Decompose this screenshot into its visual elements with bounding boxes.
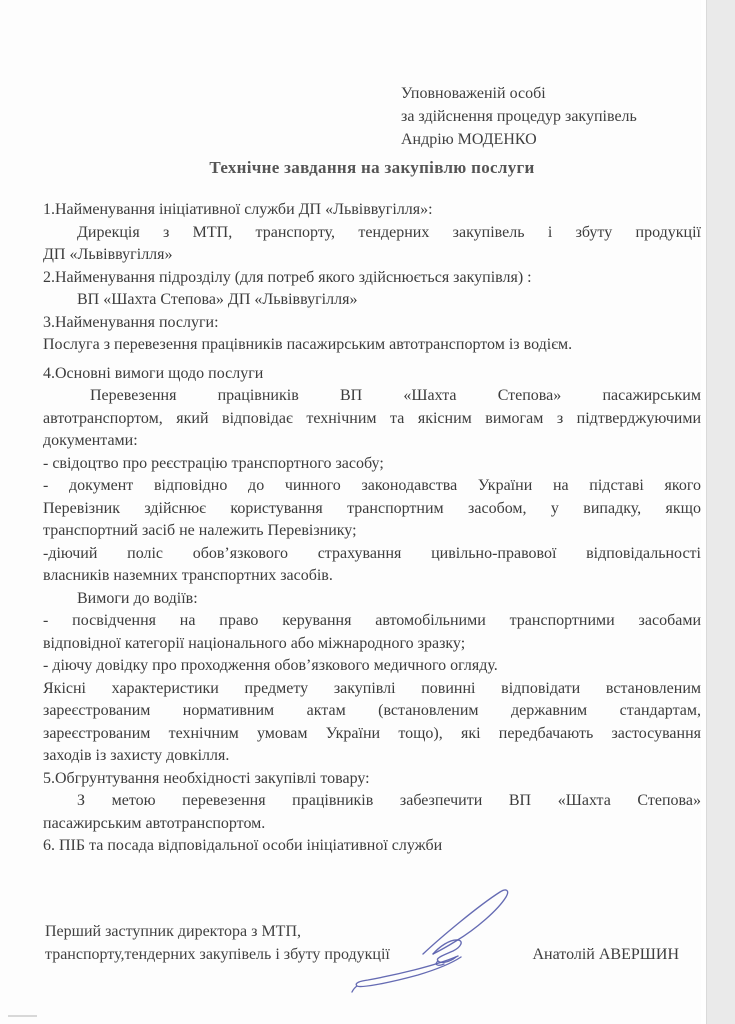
signer-name: Анатолій АВЕРШИН	[532, 945, 679, 963]
section-5-heading: 5.Обгрунтування необхідності закупівлі товару:	[43, 769, 370, 787]
section-1-heading: 1.Найменування ініціативної служби ДП «Львіввугілля»:	[43, 201, 433, 218]
section-4-heading: 4.Основні вимоги щодо послуги	[43, 364, 264, 382]
body-line: заходів із захисту довкілля.	[43, 747, 230, 764]
section-3-heading: 3.Найменування послуги:	[43, 313, 219, 331]
body-line: автотранспортом, який відповідає технічним та якісним вимогам з підтверджуючими	[43, 409, 701, 427]
section-6-heading: 6. ПІБ та посада відповідальної особи ініціативної служби	[43, 837, 443, 854]
document-title: Технічне завдання на закупівлю послуги	[209, 158, 535, 177]
signer-position-line: Перший заступник директора з МТП,	[45, 923, 301, 940]
body-line: Перевізник здійснює користування транспортним засобом, у випадку, якщо	[43, 499, 701, 517]
list-item: - документ відповідно до чинного законодавства України на підставі якого	[43, 477, 701, 494]
addressee-line: Уповноваженій особі	[401, 85, 546, 102]
body-line: ВП «Шахта Степова» ДП «Львіввугілля»	[77, 291, 358, 308]
body-line: документами:	[43, 432, 138, 449]
list-item: - свідоцтво про реєстрацію транспортного засобу;	[43, 454, 384, 472]
body-line: транспортний засіб не належить Перевізнику;	[43, 522, 357, 539]
body-line: З метою перевезення працівників забезпечити ВП «Шахта Степова»	[77, 792, 701, 809]
body-line: пасажирським автотранспортом.	[43, 814, 266, 832]
list-item: - посвідчення на право керування автомобільними транспортними засобами	[43, 612, 701, 629]
scan-artifact-line	[8, 1015, 37, 1017]
addressee-block	[401, 82, 701, 151]
body-line: зареєстрованим нормативним актам (встановленим державним стандартам,	[43, 702, 701, 719]
addressee-line: за здійснення процедур закупівель	[401, 108, 637, 125]
section-2-heading: 2.Найменування підрозділу (для потреб якого здійснюється закупівля) :	[43, 268, 532, 286]
body-line: Дирекція з МТП, транспорту, тендерних закупівель і збуту продукції	[77, 223, 701, 241]
scan-edge-strip	[706, 0, 735, 1024]
body-line: зареєстрованим технічним умовам України тощо), які передбачають застосування	[43, 724, 701, 742]
list-item: - діючу довідку про проходження обов’язкового медичного огляду.	[43, 657, 498, 674]
body-line: Перевезення працівників ВП «Шахта Степова» пасажирським	[90, 387, 701, 404]
body-line: відповідної категорії національного або міжнародного зразку;	[43, 634, 466, 652]
list-item: -діючий поліс обов’язкового страхування цивільно-правової відповідальності	[43, 544, 701, 562]
body-line: Якісні характеристики предмету закупівлі повинні відповідати встановленим	[43, 679, 701, 697]
signature-block	[45, 921, 703, 981]
body-line: власників наземних транспортних засобів.	[43, 567, 333, 584]
body-line: Вимоги до водіїв:	[77, 589, 198, 607]
body-line: ДП «Львіввугілля»	[43, 246, 173, 263]
signer-position-line: транспорту,тендерних закупівель і збуту продукції	[45, 945, 390, 963]
document-body	[43, 199, 701, 858]
body-line: Послуга з перевезення працівників пасажирським автотранспортом із водієм.	[43, 336, 573, 353]
addressee-line: Андрію МОДЕНКО	[401, 131, 537, 148]
